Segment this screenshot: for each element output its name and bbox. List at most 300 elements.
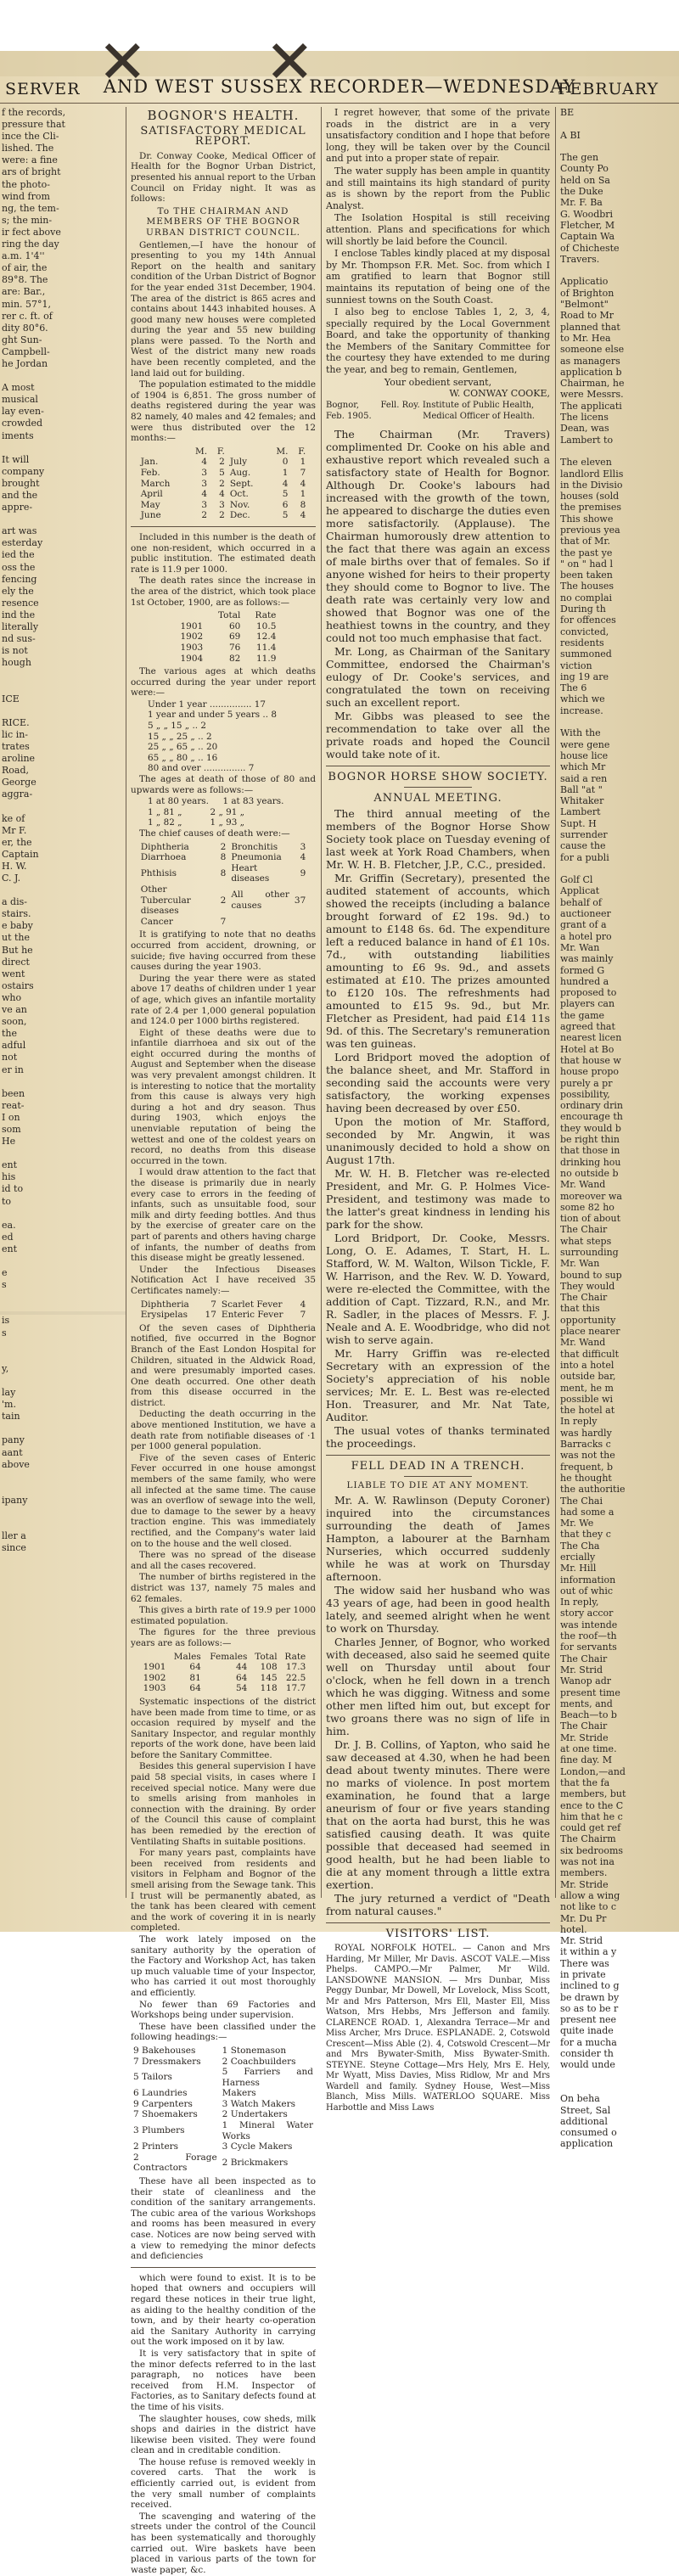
- fragment-line: A BI: [560, 129, 581, 141]
- fragment-line: he thought: [560, 1472, 612, 1484]
- fragment-line: his: [2, 1171, 16, 1183]
- trade-row: [131, 2067, 316, 2088]
- table-cell: 2 Undertakers: [222, 2109, 288, 2120]
- fragment-line: 89°8. The: [2, 274, 48, 286]
- fragment-line: The houses: [560, 581, 614, 592]
- fragment-line: auctioneer: [560, 908, 611, 920]
- fragment-line: convicted,: [560, 626, 609, 637]
- fragment-line: above: [2, 1458, 30, 1470]
- fragment-line: the Duke: [560, 186, 603, 198]
- fragment-line: [2, 1471, 122, 1483]
- fragment-line: been: [2, 1087, 25, 1099]
- paragraph: The death rates since the increase in the area of the district, which took place 1st October, 1900, are as follows:—: [131, 575, 316, 608]
- table-cell: 1: [300, 489, 306, 500]
- table-cell: 2 Brickmakers: [222, 2158, 289, 2169]
- fragment-line: hundred a: [560, 975, 609, 987]
- fragment-line: proposed to: [560, 987, 617, 999]
- article-heading: BOGNOR'S HEALTH.: [147, 108, 300, 123]
- left-fragment-column: [2, 107, 122, 1554]
- fragment-line: ve an: [2, 1004, 27, 1016]
- paragraph: Charles Jenner, of Bognor, who worked with deceased, also said he seemed quite well on Thursday until about four o'clock, when he fell down in a trench which he was digging. Witness and some other men lifted him out, but except for two groans there was no sign of life in him.: [326, 1636, 550, 1738]
- fragment-line: a.m. 1'4'': [2, 250, 45, 262]
- table-cell: 8: [300, 499, 306, 510]
- ages-row: 65 „ „ 80 „ .. 16: [148, 752, 218, 763]
- fragment-line: [560, 141, 677, 152]
- table-cell: 0: [282, 457, 289, 468]
- fragment-line: tain: [2, 1411, 20, 1423]
- paragraph: Upon the motion of Mr. Stafford, seconded by Mr. Angwin, it was unanimously decided to hold a show on August 17th.: [326, 1115, 550, 1167]
- table-cell: Diphtheria: [140, 841, 189, 852]
- table-cell: June: [140, 510, 161, 521]
- fragment-line: Mr. Hill: [560, 1563, 597, 1574]
- fragment-line: tion of about: [560, 1213, 621, 1225]
- fragment-line: adful: [2, 1040, 26, 1052]
- table-cell: 2: [220, 895, 227, 906]
- table-cell: 9 Bakehouses: [133, 2045, 196, 2056]
- table-header-row: [138, 446, 309, 457]
- fragment-line: trates: [2, 740, 30, 752]
- fragment-line: the roof—th: [560, 1630, 617, 1642]
- fragment-line: The 6: [560, 682, 587, 694]
- table-cell: Other Tubercular diseases: [140, 884, 191, 917]
- paragraph: Mr. W. H. B. Fletcher was re-elected President, and Mr. G. P. Holmes Vice-President, and testimony was made to the latter's great kindness in lending his park for the show.: [326, 1167, 550, 1232]
- fragment-line: present time: [560, 1686, 620, 1698]
- fragment-line: Fletcher, M: [560, 219, 615, 231]
- fragment-line: of Chicheste: [560, 242, 620, 254]
- table-cell: 3: [201, 478, 208, 489]
- fragment-line: for servants: [560, 1642, 617, 1653]
- divider: [326, 1922, 550, 1923]
- table-cell: 10.5: [256, 620, 277, 631]
- table-cell: 2: [219, 510, 225, 521]
- fragment-line: be right thin: [560, 1134, 620, 1146]
- table-cell: 108: [260, 1662, 278, 1673]
- fragment-line: since: [2, 1542, 26, 1554]
- rate-row: [168, 643, 279, 654]
- fragment-line: at one time.: [560, 1743, 617, 1755]
- table-cell: 6: [282, 499, 289, 510]
- table-cell: 7: [300, 468, 306, 478]
- section-heading: BOGNOR HORSE SHOW SOCIETY.: [328, 771, 548, 784]
- fragment-line: members.: [560, 1867, 608, 1879]
- fragment-line: that those in: [560, 1145, 620, 1157]
- trade-row: [131, 2141, 316, 2152]
- fragment-line: y,: [2, 1362, 9, 1374]
- month-row: [138, 489, 309, 500]
- table-cell: 5: [219, 468, 225, 478]
- ages-row: 5 „ „ 15 „ .. 2: [148, 721, 207, 732]
- fragment-line: lished. The: [2, 143, 54, 154]
- fragment-line: so as to be r: [560, 2002, 619, 2014]
- paragraph: I enclose Tables kindly placed at my disposal by Mr. Thompson F.R. Met. Soc. from which I am gratified to learn that Bognor still maintains its reputation of being one of the sunniest towns on the South Coast.: [326, 248, 550, 306]
- fragment-line: ea.: [2, 1219, 16, 1231]
- paragraph: During the year there were as stated above 17 deaths of children under 1 year of age, which gives an infantile mortality rate of 2.4 per 1,000 general population and 124.0 per 1000 births registered.: [131, 973, 316, 1027]
- fold-shadow: [0, 1311, 126, 1315]
- fragment-line: that the fa: [560, 1776, 610, 1788]
- fragment-line: fine day. M: [560, 1754, 613, 1766]
- fragment-line: s: [2, 1327, 7, 1339]
- fragment-line: ut the: [2, 932, 31, 944]
- table-cell: 37: [294, 895, 306, 906]
- table-header-cell: Total: [217, 610, 241, 621]
- table-cell: 1 Mineral Water Works: [222, 2120, 313, 2141]
- fragment-line: would unde: [560, 2059, 615, 2071]
- fragment-line: nd sus-: [2, 633, 36, 645]
- paragraph: Mr. Harry Griffin was re-elected Secretary with an expression of the Society's appreciation of his noble services; Mr. E. L. Best was re-elected Hon. Treasurer, and Mr. Nat Tate, Auditor.: [326, 1347, 550, 1424]
- table-cell: 5: [282, 510, 289, 521]
- fragment-line: The Chai: [560, 1495, 603, 1507]
- fragment-line: present nee: [560, 2014, 617, 2026]
- paragraph: The scavenging and watering of the streets under the control of the Council has been systematically and thoroughly carried out. Wire baskets have been placed in various parts of the town for waste paper, &c.: [131, 2511, 316, 2575]
- fragment-line: [2, 1255, 122, 1267]
- fragment-line: that of Mr.: [560, 536, 610, 547]
- table-header-cell: F.: [298, 446, 306, 457]
- table-cell: Nov.: [229, 499, 250, 510]
- fragment-line: The Chair: [560, 1720, 608, 1732]
- fragment-line: is not: [2, 645, 28, 657]
- fragment-line: place nearer: [560, 1326, 620, 1338]
- fragment-line: residents: [560, 637, 604, 648]
- fragment-line: min. 57°1,: [2, 298, 52, 310]
- table-cell: 1903: [180, 642, 204, 653]
- table-header-cell: Rate: [284, 1651, 306, 1662]
- table-cell: Heart diseases: [231, 862, 270, 884]
- certificate-row: [138, 1310, 309, 1321]
- eighties-list: [131, 796, 316, 828]
- fragment-line: hough: [2, 657, 31, 669]
- fragment-line: The Chair: [560, 1292, 608, 1304]
- masthead: [0, 75, 679, 104]
- fragment-line: Mr. Du Pr: [560, 1912, 607, 1924]
- table-cell: 11.4: [256, 642, 277, 653]
- month-row: [138, 510, 309, 521]
- paragraph: Mr. A. W. Rawlinson (Deputy Coroner) inquired into the circumstances surrounding the death of James Hampton, a labourer at the Barnham Nurseries, which occurred suddenly while he was at work on Thursday afternoon.: [326, 1494, 550, 1584]
- fragment-line: ordinary drin: [560, 1100, 623, 1112]
- trade-row: [131, 2152, 316, 2174]
- fragment-line: With the: [560, 727, 601, 739]
- fragment-line: Mr. We: [560, 1518, 594, 1529]
- fragment-line: bound to sup: [560, 1269, 622, 1281]
- table-cell: March: [140, 478, 171, 489]
- death-rates-table: [168, 610, 279, 664]
- fragment-line: Mr F.: [2, 824, 27, 836]
- fragment-line: Wanop adr: [560, 1675, 612, 1687]
- fragment-line: e: [2, 1267, 8, 1279]
- trade-row: [131, 2109, 316, 2120]
- fragment-line: who: [2, 991, 22, 1003]
- paragraph: The house refuse is removed weekly in covered carts. That the work is efficiently carried out, is evident from the very small number of complaints received.: [131, 2456, 316, 2511]
- fragment-line: Mr. Strid: [560, 1935, 603, 1947]
- signature-line: Bognor, Fell. Roy. Institute of Public Health,: [326, 400, 535, 410]
- fragment-line: the premises: [560, 502, 622, 514]
- fragment-line: houses (sold: [560, 491, 620, 502]
- fragment-line: Dean, was: [560, 423, 609, 435]
- fragment-line: the authoritie: [560, 1484, 626, 1496]
- trade-row: [131, 2120, 316, 2141]
- paragraph: The number of births registered in the district was 137, namely 75 males and 62 females.: [131, 1572, 316, 1604]
- fragment-line: ght Sun-: [2, 334, 42, 345]
- fragment-line: were Messrs.: [560, 389, 624, 401]
- table-cell: 2: [220, 841, 227, 852]
- paragraph: The Isolation Hospital is still receiving attention. Plans and specifications for which will shortly be laid before the Council.: [326, 212, 550, 247]
- rate-row: [168, 631, 279, 643]
- table-cell: 1901: [143, 1662, 166, 1673]
- table-cell: 3: [201, 468, 208, 478]
- table-cell: 5 Tailors: [133, 2072, 172, 2083]
- fragment-line: This showe: [560, 513, 614, 525]
- eighties-row: 1 „ 81 „ 2 „ 91 „: [148, 806, 245, 817]
- signature-line: Your obedient servant,: [384, 376, 492, 388]
- fragment-line: [2, 1507, 122, 1518]
- fragment-line: the photo-: [2, 178, 51, 190]
- fragment-line: He: [2, 1136, 16, 1148]
- table-cell: 4: [300, 1299, 306, 1310]
- fragment-line: the past ye: [560, 547, 613, 558]
- table-header-cell: F.: [216, 446, 225, 457]
- fragment-line: of Brighton: [560, 287, 614, 299]
- table-cell: 76: [228, 642, 241, 653]
- fragment-line: opportunity: [560, 1314, 616, 1326]
- table-cell: 2: [201, 510, 208, 521]
- fragment-line: But he: [2, 944, 33, 956]
- fragment-line: which we: [560, 693, 605, 705]
- fragment-line: no outside b: [560, 1167, 619, 1179]
- fragment-line: of air, the: [2, 262, 48, 274]
- fragment-line: moreover wa: [560, 1190, 622, 1202]
- fragment-line: for offences: [560, 615, 616, 626]
- table-cell: 3: [219, 499, 225, 510]
- births-row: [138, 1662, 309, 1673]
- fragment-line: [2, 514, 122, 525]
- fragment-line: landlord Ellis: [560, 468, 624, 480]
- fragment-line: In reply: [560, 1416, 598, 1428]
- paragraph: The slaughter houses, cow sheds, milk shops and dairies in the district have likewise been visited. They were found clean and in creditable condition.: [131, 2413, 316, 2456]
- paragraph: The population estimated to the middle of 1904 is 6,851. The gross number of deaths registered during the year was 82 namely, 40 males and 42 females; and were thus distributed over the 12 months:—: [131, 379, 316, 444]
- ages-row: Under 1 year ............... 17: [148, 699, 266, 710]
- fragment-line: It will: [2, 453, 30, 465]
- paragraph: Five of the seven cases of Enteric Fever occurred in one house amongst members of the same family, who were all infected at the same time. The cause was an overflow of sewage into the well, due to damage to the sewer by a heavy traction engine. This was immediately rectified, and the Company's water laid on to the house and the well closed.: [131, 1452, 316, 1549]
- fragment-line: The Chairm: [560, 1833, 616, 1845]
- fragment-line: The applicati: [560, 400, 622, 412]
- fragment-line: house propo: [560, 1066, 620, 1078]
- fragment-line: art was: [2, 525, 37, 537]
- paragraph: I also beg to enclose Tables 1, 2, 3, 4, specially required by the Local Government Board, and take the opportunity of thanking the Members of the Sanitary Committee for the courtesy they have extended to me during the year, and beg to remain, Gentlemen,: [326, 306, 550, 376]
- table-cell: Pneumonia: [231, 852, 282, 863]
- table-cell: 8: [220, 868, 227, 879]
- middle-column: [326, 107, 550, 2114]
- paragraph: Of the seven cases of Diphtheria notified, five occurred in the Bognor Branch of the East London Hospital for Children, situated in the Aldwick Road, and were presumably imported cases. One death occurred. One other death from this disease occurred in the district.: [131, 1322, 316, 1408]
- table-cell: 4: [201, 457, 208, 468]
- fragment-line: er, the: [2, 836, 32, 848]
- ages-row: 80 and over ............... 7: [148, 763, 255, 774]
- divider: [404, 787, 471, 788]
- fragment-line: ng, the tem-: [2, 202, 59, 214]
- fragment-line: ind the: [2, 609, 36, 620]
- fragment-line: it within a y: [560, 1946, 617, 1958]
- table-cell: 5: [282, 489, 289, 500]
- health-report-column: [131, 107, 316, 2576]
- certificate-row: [138, 1299, 309, 1310]
- divider: [131, 2267, 316, 2268]
- fragment-line: ostairs: [2, 979, 34, 991]
- fragment-line: previous yea: [560, 524, 620, 536]
- fragment-line: [560, 265, 677, 276]
- fragment-line: held on Sa: [560, 174, 610, 186]
- table-cell: Aug.: [229, 468, 251, 478]
- table-cell: 2 Coachbuilders: [222, 2056, 296, 2067]
- table-cell: 3 Watch Makers: [222, 2098, 296, 2109]
- fragment-line: that house w: [560, 1054, 621, 1066]
- fragment-line: [2, 669, 122, 681]
- table-header-row: [168, 610, 279, 621]
- table-cell: 118: [260, 1683, 278, 1694]
- table-cell: Cancer: [140, 916, 173, 927]
- paragraph: Systematic inspections of the district have been made from time to time, or as occasion required by myself and the Sanitary Inspector, and regular monthly reports of the work done, have been laid before the Sanitary Committee.: [131, 1696, 316, 1760]
- fragment-line: the game: [560, 1009, 605, 1021]
- fragment-line: no complai: [560, 592, 613, 603]
- fragment-line: not like to c: [560, 1901, 617, 1913]
- table-cell: 4: [300, 852, 306, 863]
- fragment-line: members, but: [560, 1788, 626, 1800]
- fragment-line: behalf of: [560, 896, 602, 908]
- table-cell: 1902: [180, 631, 204, 643]
- fragment-line: In reply,: [560, 1597, 599, 1608]
- paragraph: The chief causes of death were:—: [139, 828, 290, 839]
- fragment-line: Hotel at Bo: [560, 1043, 614, 1055]
- fragment-line: aant: [2, 1446, 23, 1458]
- table-cell: 1904: [180, 653, 204, 664]
- fragment-line: quite inade: [560, 2025, 614, 2037]
- table-cell: Oct.: [229, 489, 249, 500]
- fragment-line: ince the Cli-: [2, 131, 59, 143]
- fragment-line: C. J.: [2, 873, 21, 884]
- fragment-line: Mr. Wand: [560, 1337, 606, 1349]
- table-cell: 8: [220, 852, 227, 863]
- fragment-line: [2, 1076, 122, 1088]
- fragment-line: appre-: [2, 502, 33, 514]
- births-row: [138, 1683, 309, 1694]
- table-cell: Bronchitis: [231, 841, 278, 852]
- fragment-line: Travers.: [560, 253, 600, 265]
- table-header-row: [138, 1652, 309, 1663]
- fragment-line: [560, 446, 677, 457]
- table-cell: [292, 917, 308, 928]
- fragment-line: a hotel pro: [560, 930, 612, 942]
- fragment-line: They would: [560, 1280, 615, 1292]
- fragment-line: grant of a: [560, 919, 607, 931]
- section-subheading: LIABLE TO DIE AT ANY MOMENT.: [346, 1479, 530, 1490]
- table-cell: 64: [236, 1672, 248, 1683]
- month-row: [138, 457, 309, 468]
- trade-row: [131, 2046, 316, 2057]
- table-cell: Erysipelas: [140, 1310, 188, 1321]
- paragraph: There was no spread of the disease and all the cases recovered.: [131, 1550, 316, 1571]
- table-cell: 1903: [143, 1683, 166, 1694]
- fragment-line: pressure that: [2, 119, 65, 131]
- fragment-line: resence: [2, 597, 39, 609]
- table-cell: 7: [220, 916, 227, 927]
- month-row: [138, 479, 309, 490]
- fragment-line: surrender: [560, 829, 608, 840]
- table-cell: Feb.: [140, 468, 160, 478]
- fragment-line: soon,: [2, 1016, 27, 1028]
- table-cell: Diarrhoea: [140, 852, 187, 863]
- fragment-line: [2, 1375, 122, 1387]
- paragraph: The figures for the three previous years are as follows:—: [131, 1627, 316, 1648]
- fragment-line: as managers: [560, 355, 620, 367]
- births-table: [138, 1652, 309, 1694]
- paragraph: The widow said her husband who was 43 years of age, had been in good health lately, and seemed alright when he went to work on Thursday.: [326, 1584, 550, 1636]
- fragment-line: ely the: [2, 585, 34, 597]
- cross-mark-icon: ✕: [98, 27, 148, 97]
- table-cell: 1: [282, 468, 289, 478]
- fragment-line: G. Woodbri: [560, 208, 614, 220]
- fragment-line: aroline: [2, 753, 36, 765]
- table-cell: 64: [189, 1683, 201, 1694]
- fragment-line: reat-: [2, 1099, 25, 1111]
- trade-row: [131, 2057, 316, 2068]
- article-subheading: SATISFACTORY MEDICAL REPORT.: [140, 124, 306, 149]
- table-cell: 2: [219, 478, 225, 489]
- paragraph: This gives a birth rate of 19.9 per 1000 estimated population.: [131, 1605, 316, 1626]
- fragment-line: into a hotel: [560, 1359, 614, 1371]
- fragment-line: Lambert: [560, 806, 601, 818]
- table-cell: April: [140, 489, 163, 500]
- fragment-line: [2, 705, 122, 717]
- table-cell: 1: [300, 457, 306, 468]
- fragment-line: consumed o: [560, 2127, 617, 2139]
- table-cell: 4: [282, 478, 289, 489]
- fragment-line: ring the day: [2, 239, 59, 250]
- fragment-line: On beha: [560, 2093, 600, 2105]
- fragment-line: a dis-: [2, 896, 27, 908]
- column-rule: [555, 107, 556, 1898]
- fragment-line: [2, 370, 122, 382]
- fragment-line: they would b: [560, 1122, 621, 1134]
- table-cell: July: [229, 457, 248, 468]
- fragment-line: that difficult: [560, 1348, 620, 1360]
- fragment-line: Barracks c: [560, 1439, 611, 1451]
- section-heading: VISITORS' LIST.: [385, 1928, 491, 1941]
- fragment-line: some 82 ho: [560, 1201, 614, 1213]
- fragment-line: not: [2, 1052, 18, 1064]
- fragment-line: six bedrooms: [560, 1844, 624, 1856]
- fragment-line: hotel.: [560, 1923, 587, 1935]
- table-cell: 17: [205, 1310, 216, 1321]
- section-subheading: ANNUAL MEETING.: [373, 791, 502, 805]
- fragment-line: ercially: [560, 1552, 596, 1563]
- paragraph: The third annual meeting of the members of the Bognor Horse Show Society took place on Tuesday evening of last week at York Road Chambers, when Mr. W. H. B. Fletcher, J.P., C.C., presided.: [326, 807, 550, 872]
- fragment-line: crowded: [2, 418, 43, 429]
- fragment-line: viction: [560, 659, 592, 671]
- paragraph: The ages at death of those of 80 and upwards were as follows:—: [131, 774, 316, 795]
- address-line: URBAN DISTRICT COUNCIL.: [146, 227, 300, 238]
- table-cell: 60: [228, 620, 241, 631]
- fragment-line: and the: [2, 490, 38, 501]
- certificates-table: [138, 1299, 309, 1321]
- table-cell: 2 Forage Contractors: [133, 2152, 217, 2174]
- rate-row: [168, 621, 279, 632]
- fragment-line: frequent, b: [560, 1461, 614, 1473]
- fragment-line: consider th: [560, 2048, 614, 2060]
- cross-mark-icon: ✕: [265, 27, 315, 97]
- table-cell: 11.9: [256, 653, 277, 664]
- paragraph: It is very satisfactory that in spite of the minor defects referred to in the last paragraph, no notices have been received from H.M. Inspector of Factories, as to Sanitary defects found at the time of his visits.: [131, 2348, 316, 2412]
- paragraph: The usual votes of thanks terminated the proceedings.: [326, 1424, 550, 1451]
- fragment-line: inclined to g: [560, 1980, 620, 1992]
- table-header-cell: [138, 446, 186, 457]
- table-cell: Jan.: [140, 457, 159, 468]
